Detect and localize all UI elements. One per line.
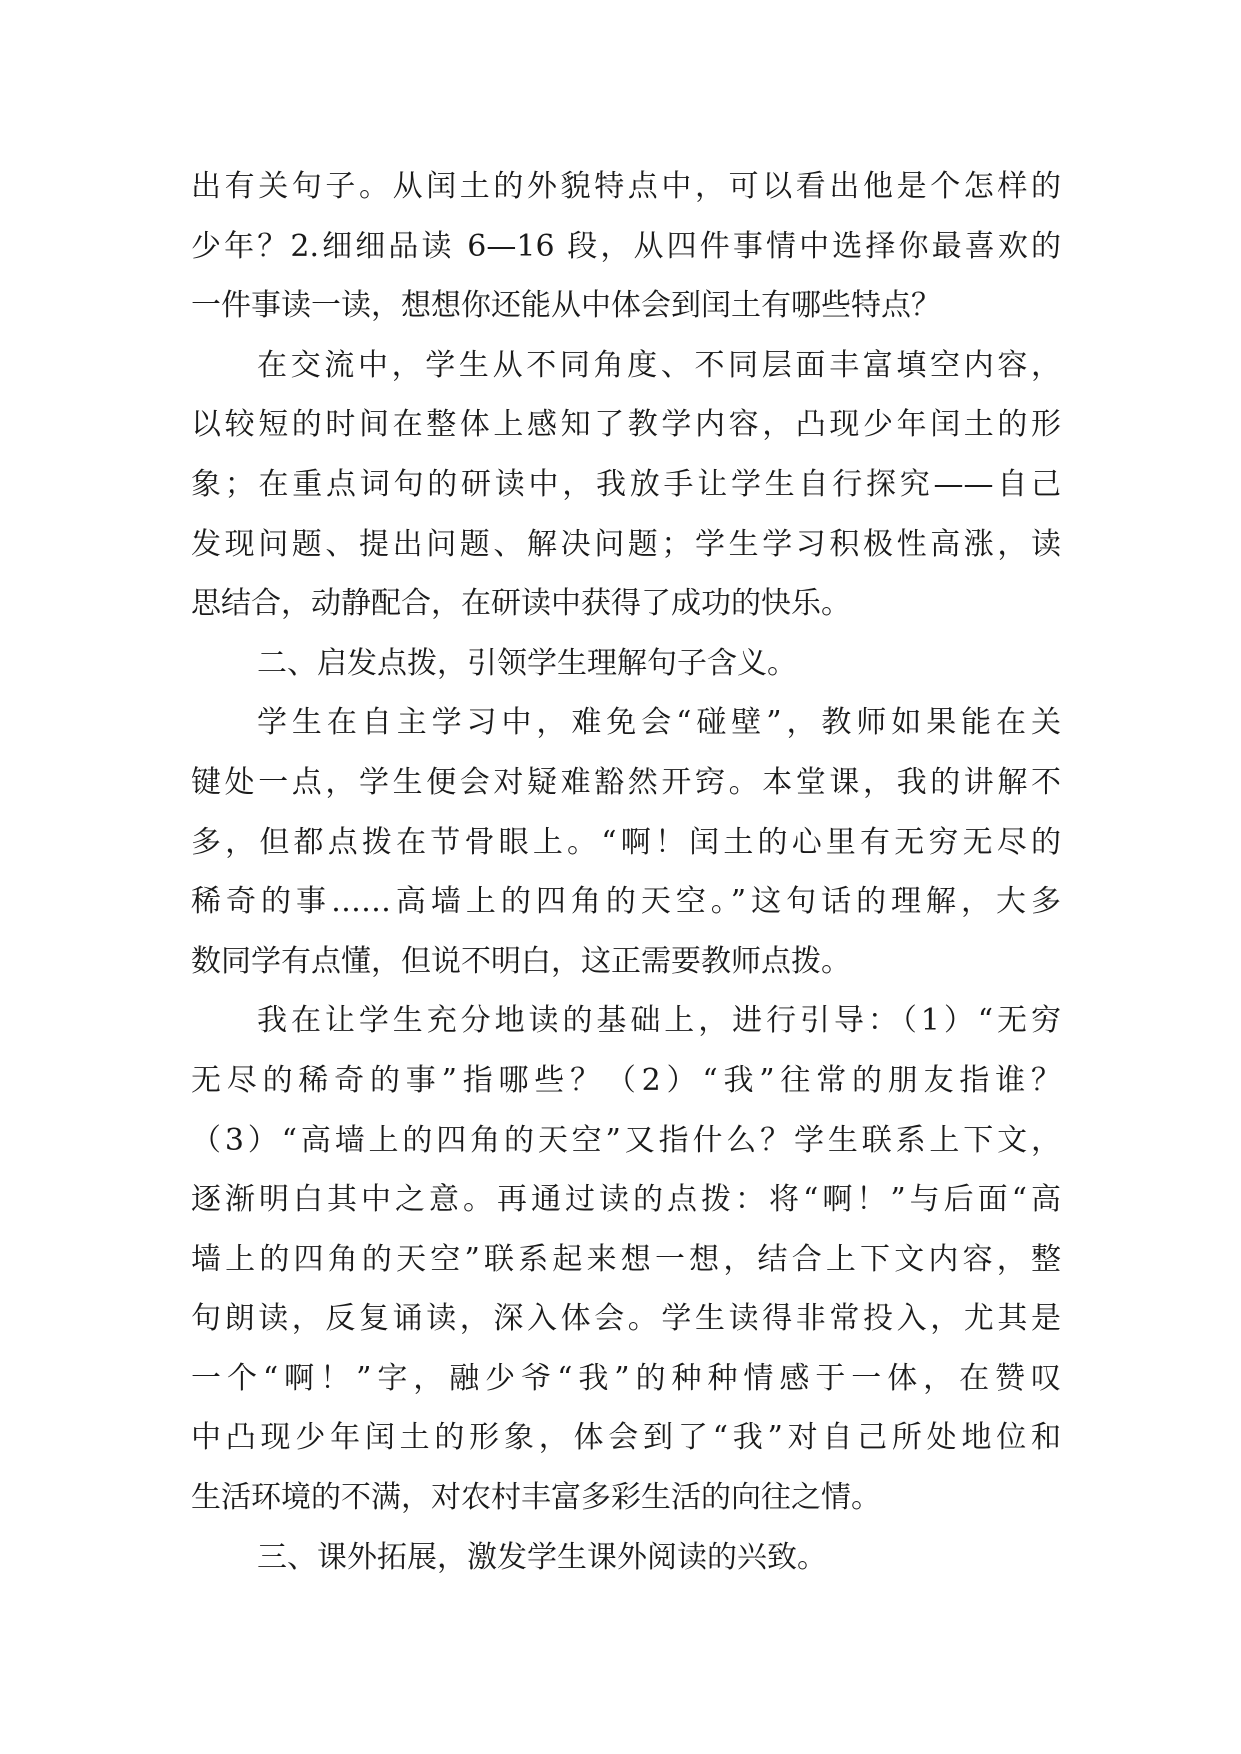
text-line: （3）“高墙上的四角的天空”又指什么？学生联系上下文，	[191, 1122, 1061, 1158]
text-line: 句朗读，反复诵读，深入体会。学生读得非常投入，尤其是	[191, 1301, 1061, 1337]
text-line: 出有关句子。从闰土的外貌特点中，可以看出他是个怎样的	[191, 169, 1061, 204]
text-line: 键处一点，学生便会对疑难豁然开窍。本堂课，我的讲解不	[191, 764, 1061, 800]
text-line: 无尽的稀奇的事”指哪些？（2）“我”往常的朋友指谁？	[191, 1062, 1061, 1098]
text-line: 多，但都点拨在节骨眼上。“啊！闰土的心里有无穷无尽的	[191, 824, 1061, 860]
text-line: 象；在重点词句的研读中，我放手让学生自行探究——自己	[191, 466, 1061, 502]
paragraph-start-line: 在交流中，学生从不同角度、不同层面丰富填空内容，	[257, 347, 1061, 383]
paragraph-start-line: 学生在自主学习中，难免会“碰壁”，教师如果能在关	[257, 705, 1061, 741]
paragraph-start-line: 我在让学生充分地读的基础上，进行引导：（1）“无穷	[257, 1003, 1061, 1039]
text-line: 墙上的四角的天空”联系起来想一想，结合上下文内容，整	[191, 1241, 1061, 1277]
text-line: 生活环境的不满，对农村丰富多彩生活的向往之情。	[191, 1480, 881, 1516]
body-text	[191, 157, 1061, 1587]
text-line: 发现问题、提出问题、解决问题；学生学习积极性高涨，读	[191, 526, 1061, 562]
section-heading: 二、启发点拨，引领学生理解句子含义。	[257, 645, 797, 681]
text-line: 少年？2.细细品读 6—16 段，从四件事情中选择你最喜欢的	[191, 228, 1061, 264]
text-line: 一件事读一读，想想你还能从中体会到闰土有哪些特点？	[191, 288, 941, 324]
text-line: 中凸现少年闰土的形象，体会到了“我”对自己所处地位和	[191, 1420, 1061, 1456]
text-line: 稀奇的事……高墙上的四角的天空。”这句话的理解，大多	[191, 884, 1061, 920]
text-line: 数同学有点懂，但说不明白，这正需要教师点拨。	[191, 943, 851, 979]
text-line: 逐渐明白其中之意。再通过读的点拨：将“啊！”与后面“高	[191, 1182, 1061, 1218]
text-line: 思结合，动静配合，在研读中获得了成功的快乐。	[191, 586, 851, 622]
text-line: 一个“啊！”字，融少爷“我”的种种情感于一体，在赞叹	[191, 1360, 1061, 1396]
section-heading: 三、课外拓展，激发学生课外阅读的兴致。	[257, 1539, 827, 1575]
text-line: 以较短的时间在整体上感知了教学内容，凸现少年闰土的形	[191, 407, 1061, 443]
